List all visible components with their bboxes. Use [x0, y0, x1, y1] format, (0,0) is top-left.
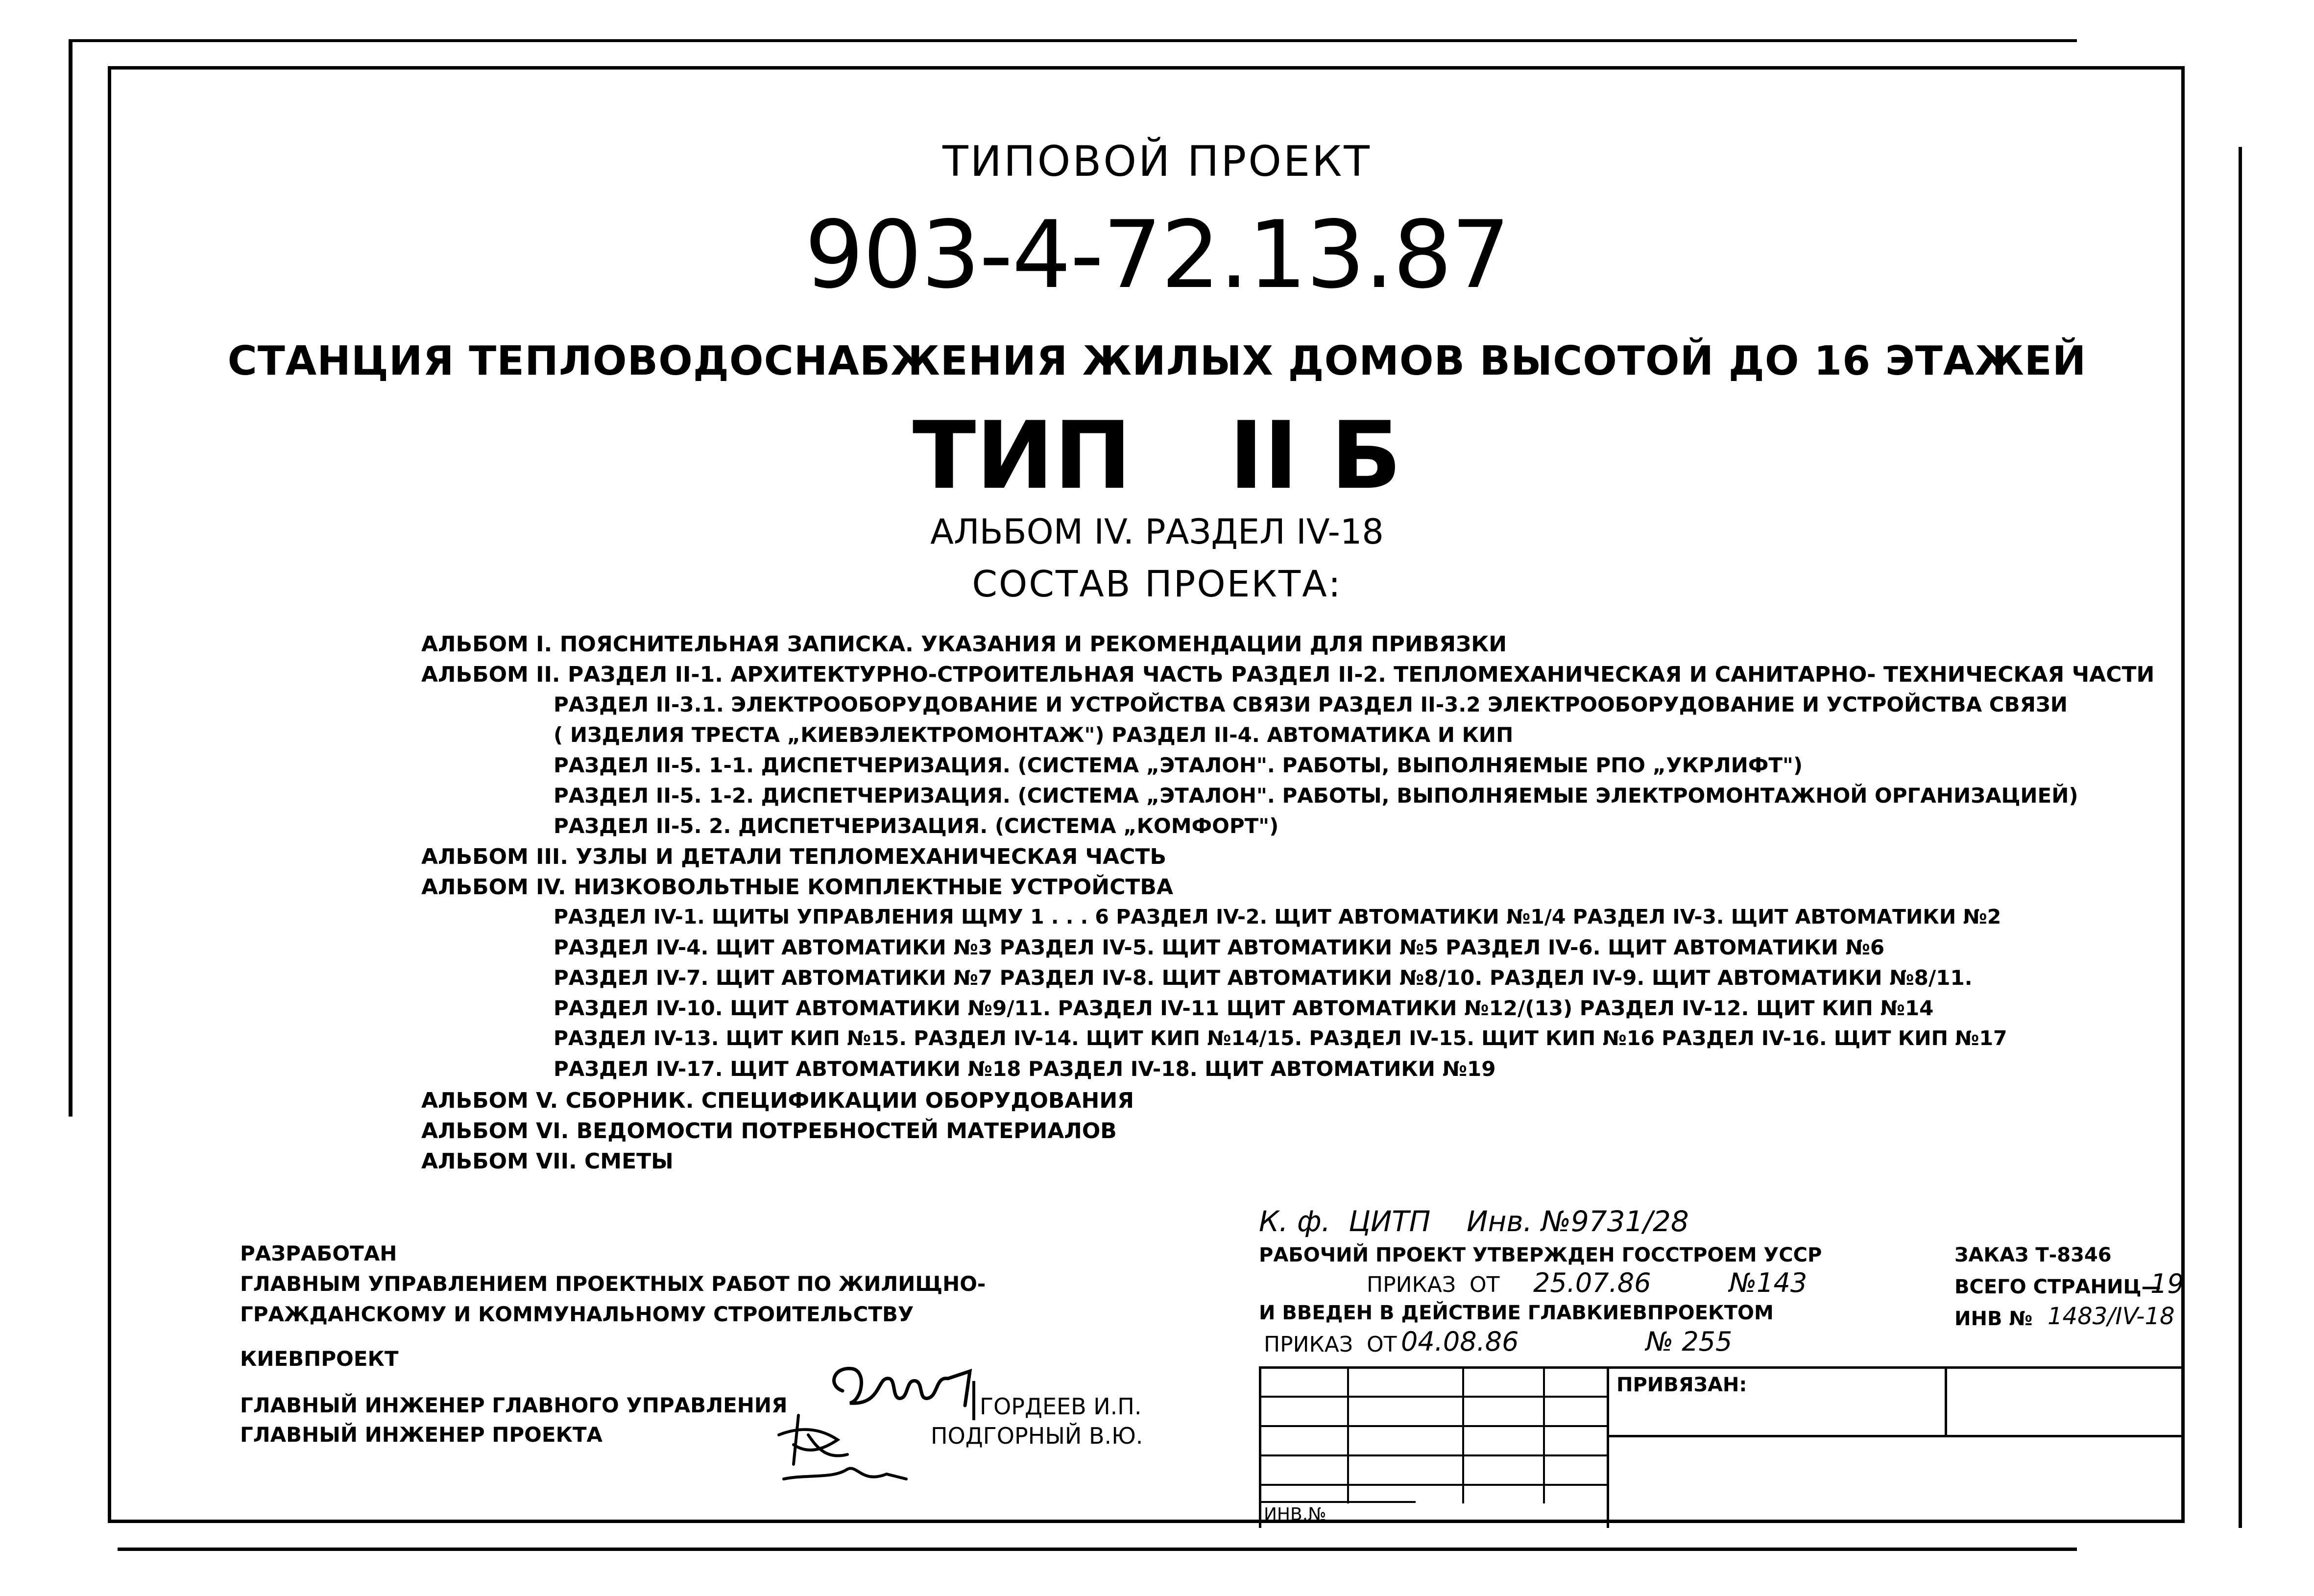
project-type: ТИП II Б [912, 402, 1402, 510]
list-item: РАЗДЕЛ IV-17. ЩИТ АВТОМАТИКИ №18 РАЗДЕЛ IV-18. ЩИТ АВТОМАТИКИ №19 [554, 1057, 1496, 1081]
list-item: АЛЬБОМ V. СБОРНИК. СПЕЦИФИКАЦИИ ОБОРУДОВАНИЯ [421, 1088, 1134, 1113]
project-subtitle: СТАНЦИЯ ТЕПЛОВОДОСНАБЖЕНИЯ ЖИЛЫХ ДОМОВ ВЫСОТОЙ ДО 16 ЭТАЖЕЙ [227, 338, 2087, 384]
stamp-grid-line [1259, 1454, 1607, 1456]
list-item: АЛЬБОМ IV. НИЗКОВОЛЬТНЫЕ КОМПЛЕКТНЫЕ УСТРОЙСТВА [421, 875, 1174, 900]
approval-order-date: 25.07.86 [1533, 1267, 1651, 1298]
approval-order2-date: 04.08.86 [1401, 1326, 1519, 1357]
project-number: 903-4-72.13.87 [804, 201, 1510, 309]
separator-tick [972, 1381, 975, 1420]
approval-order-number: №143 [1729, 1267, 1808, 1298]
stamp-left-border [1259, 1366, 1261, 1528]
approval-order-label: ПРИКАЗ ОТ [1367, 1272, 1500, 1297]
list-item: РАЗДЕЛ IV-1. ЩИТЫ УПРАВЛЕНИЯ ЩМУ 1 . . . 6 РАЗДЕЛ IV-2. ЩИТ АВТОМАТИКИ №1/4 РАЗДЕЛ IV-3. ЩИТ АВТОМАТИКИ №2 [554, 905, 2001, 929]
approval-order2-number: № 255 [1646, 1326, 1733, 1357]
stamp-grid-line [1259, 1501, 1416, 1503]
album-section: АЛЬБОМ IV. РАЗДЕЛ IV-18 [930, 512, 1384, 552]
composition-title: СОСТАВ ПРОЕКТА: [972, 563, 1342, 605]
developer-org-line1: ГЛАВНЫМ УПРАВЛЕНИЕМ ПРОЕКТНЫХ РАБОТ ПО ЖИЛИЩНО- [240, 1272, 986, 1296]
list-item: РАЗДЕЛ II-5. 2. ДИСПЕТЧЕРИЗАЦИЯ. (СИСТЕМА „КОМФОРТ") [554, 814, 1279, 838]
pages-value: 19 [2150, 1268, 2184, 1299]
stamp-binding-label: ПРИВЯЗАН: [1616, 1374, 1747, 1396]
chief-engineer-name: ГОРДЕЕВ И.П. [980, 1393, 1142, 1420]
chief-engineer-label: ГЛАВНЫЙ ИНЖЕНЕР ГЛАВНОГО УПРАВЛЕНИЯ [240, 1393, 788, 1417]
stamp-inv-label: ИНВ.№ [1264, 1504, 1326, 1525]
signature-project-engineer [764, 1405, 921, 1499]
approval-line1: РАБОЧИЙ ПРОЕКТ УТВЕРЖДЕН ГОССТРОЕМ УССР [1259, 1244, 1822, 1266]
inv-label: ИНВ № [1954, 1308, 2040, 1330]
developer-label: РАЗРАБОТАН [240, 1241, 397, 1265]
edge-mark-bottom [118, 1548, 2077, 1551]
approval-order2-label: ПРИКАЗ ОТ [1264, 1332, 1397, 1357]
order-code: ЗАКАЗ Т-8346 [1954, 1244, 2112, 1266]
list-item: РАЗДЕЛ II-5. 1-1. ДИСПЕТЧЕРИЗАЦИЯ. (СИСТЕМА „ЭТАЛОН". РАБОТЫ, ВЫПОЛНЯЕМЫЕ РПО „УКРЛИФТ") [554, 753, 1803, 777]
list-item: АЛЬБОМ III. УЗЛЫ И ДЕТАЛИ ТЕПЛОМЕХАНИЧЕСКАЯ ЧАСТЬ [421, 844, 1166, 869]
list-item: РАЗДЕЛ IV-13. ЩИТ КИП №15. РАЗДЕЛ IV-14. ЩИТ КИП №14/15. РАЗДЕЛ IV-15. ЩИТ КИП №16 РАЗДЕЛ IV-16. ЩИТ КИП №17 [554, 1026, 2007, 1050]
project-engineer-name: ПОДГОРНЫЙ В.Ю. [931, 1423, 1143, 1449]
stamp-grid-line [1259, 1484, 1607, 1486]
stamp-grid-line [1259, 1396, 1607, 1398]
stamp-grid-line [1543, 1366, 1545, 1503]
stamp-grid-line [1607, 1435, 2185, 1437]
handwritten-ref: К. ф. ЦИТП Инв. №9731/28 [1259, 1205, 1689, 1238]
list-item: РАЗДЕЛ II-3.1. ЭЛЕКТРООБОРУДОВАНИЕ И УСТРОЙСТВА СВЯЗИ РАЗДЕЛ II-3.2 ЭЛЕКТРООБОРУДОВАНИЕ И УСТРОЙСТВА СВЯЗИ [554, 692, 2068, 716]
developer-org-line2: ГРАЖДАНСКОМУ И КОММУНАЛЬНОМУ СТРОИТЕЛЬСТВУ [240, 1302, 914, 1326]
list-item: ( ИЗДЕЛИЯ ТРЕСТА „КИЕВЭЛЕКТРОМОНТАЖ") РАЗДЕЛ II-4. АВТОМАТИКА И КИП [554, 723, 1514, 747]
project-engineer-label: ГЛАВНЫЙ ИНЖЕНЕР ПРОЕКТА [240, 1423, 603, 1447]
stamp-grid-line [1347, 1366, 1349, 1503]
stamp-top-border [1259, 1366, 2185, 1369]
stamp-grid-line [1607, 1366, 1609, 1528]
edge-mark-top [69, 39, 2077, 42]
list-item: РАЗДЕЛ IV-4. ЩИТ АВТОМАТИКИ №3 РАЗДЕЛ IV-5. ЩИТ АВТОМАТИКИ №5 РАЗДЕЛ IV-6. ЩИТ АВТОМАТИКИ №6 [554, 935, 1885, 959]
stamp-grid-line [1945, 1366, 1947, 1437]
approval-line3: И ВВЕДЕН В ДЕЙСТВИЕ ГЛАВКИЕВПРОЕКТОМ [1259, 1302, 1774, 1324]
developer-institute: КИЕВПРОЕКТ [240, 1347, 399, 1371]
stamp-grid-line [1462, 1366, 1464, 1503]
list-item: АЛЬБОМ VI. ВЕДОМОСТИ ПОТРЕБНОСТЕЙ МАТЕРИАЛОВ [421, 1119, 1117, 1143]
inv-value: 1483/IV-18 [2048, 1303, 2175, 1330]
list-item: РАЗДЕЛ IV-7. ЩИТ АВТОМАТИКИ №7 РАЗДЕЛ IV-8. ЩИТ АВТОМАТИКИ №8/10. РАЗДЕЛ IV-9. ЩИТ АВТОМАТИКИ №8/11. [554, 966, 1973, 990]
doc-title: ТИПОВОЙ ПРОЕКТ [942, 137, 1372, 186]
stamp-grid-line [1259, 1425, 1607, 1427]
list-item: АЛЬБОМ VII. СМЕТЫ [421, 1149, 674, 1174]
list-item: АЛЬБОМ I. ПОЯСНИТЕЛЬНАЯ ЗАПИСКА. УКАЗАНИЯ И РЕКОМЕНДАЦИИ ДЛЯ ПРИВЯЗКИ [421, 632, 1507, 657]
list-item: РАЗДЕЛ IV-10. ЩИТ АВТОМАТИКИ №9/11. РАЗДЕЛ IV-11 ЩИТ АВТОМАТИКИ №12/(13) РАЗДЕЛ IV-12. ЩИТ КИП №14 [554, 996, 1934, 1020]
list-item: АЛЬБОМ II. РАЗДЕЛ II-1. АРХИТЕКТУРНО-СТРОИТЕЛЬНАЯ ЧАСТЬ РАЗДЕЛ II-2. ТЕПЛОМЕХАНИЧЕСКАЯ И САНИТАРНО- ТЕХНИЧЕСКАЯ ЧАСТИ [421, 662, 2155, 687]
pages-label: ВСЕГО СТРАНИЦ— [1954, 1276, 2161, 1298]
list-item: РАЗДЕЛ II-5. 1-2. ДИСПЕТЧЕРИЗАЦИЯ. (СИСТЕМА „ЭТАЛОН". РАБОТЫ, ВЫПОЛНЯЕМЫЕ ЭЛЕКТРОМОНТАЖНОЙ ОРГАНИЗАЦИЕЙ) [554, 784, 2078, 808]
